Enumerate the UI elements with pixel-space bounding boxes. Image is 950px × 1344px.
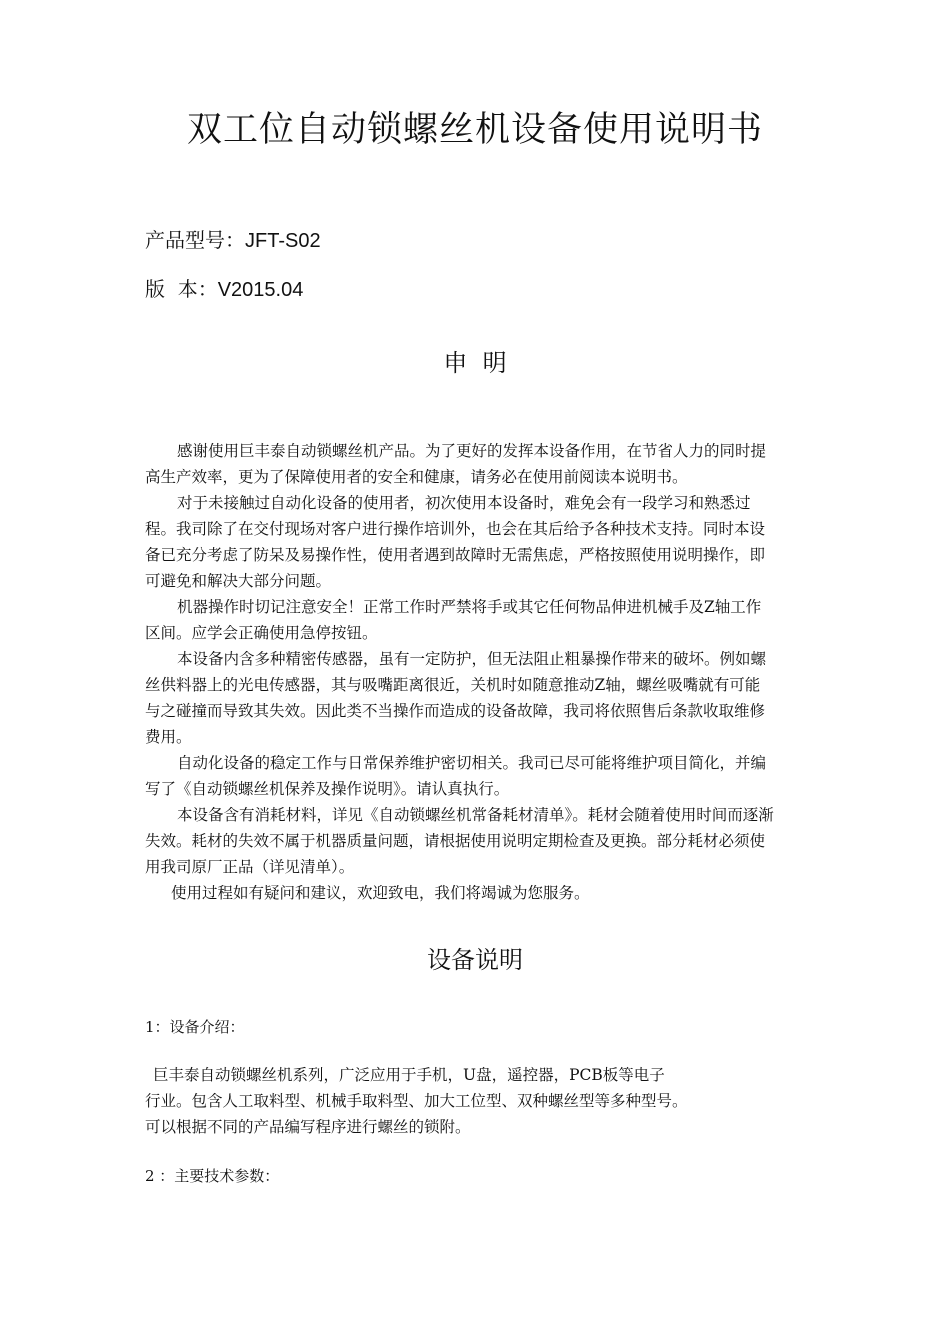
declaration-paragraph: 使用过程如有疑问和建议，欢迎致电，我们将竭诚为您服务。 — [171, 884, 590, 902]
declaration-paragraph: 机器操作时切记注意安全！正常工作时严禁将手或其它任何物品伸进机械手及Z轴工作区间。应学会正确使用急停按钮。 — [145, 598, 762, 642]
section-1-line: 行业。包含人工取料型、机械手取料型、加大工位型、双种螺丝型等多种型号。 — [145, 1092, 688, 1110]
document-title: 双工位自动锁螺丝机设备使用说明书 — [186, 110, 763, 150]
section-1-body — [145, 1062, 775, 1140]
section-2-title: 2 ：主要技术参数： — [145, 1167, 280, 1185]
section-1-title: 1：设备介绍： — [145, 1018, 245, 1036]
declaration-paragraph: 感谢使用巨丰泰自动锁螺丝机产品。为了更好的发挥本设备作用，在节省人力的同时提高生产效率，更为了保障使用者的安全和健康，请务必在使用前阅读本说明书。 — [145, 442, 767, 486]
declaration-paragraph: 对于未接触过自动化设备的使用者，初次使用本设备时，难免会有一段学习和熟悉过程。我司除了在交付现场对客户进行操作培训外，也会在其后给予各种技术支持。同时本设备已充分考虑了防呆及易操作性，使用者遇到故障时无需焦虑，严格按照使用说明操作，即可避免和解决大部分问题。 — [145, 494, 766, 590]
section-1-line: 可以根据不同的产品编写程序进行螺丝的锁附。 — [145, 1118, 471, 1136]
declaration-paragraph: 本设备含有消耗材料，详见《自动锁螺丝机常备耗材清单》。耗材会随着使用时间而逐渐失效。耗材的失效不属于机器质量问题，请根据使用说明定期检查及更换。部分耗材必须使用我司原厂正品（详见清单）。 — [145, 806, 774, 876]
declaration-heading: 申 明 — [443, 349, 507, 377]
version-value: V2015.04 — [217, 279, 304, 301]
document-version — [145, 273, 303, 302]
section-1-line: 巨丰泰自动锁螺丝机系列，广泛应用于手机，U盘，遥控器，PCB板等电子 — [153, 1066, 665, 1084]
declaration-paragraph: 自动化设备的稳定工作与日常保养维护密切相关。我司已尽可能将维护项目简化，并编写了《自动锁螺丝机保养及操作说明》。请认真执行。 — [145, 754, 767, 798]
product-model-label: 产品型号： — [145, 228, 245, 252]
version-label: 版 本： — [145, 277, 218, 301]
declaration-body — [145, 438, 775, 906]
equipment-heading: 设备说明 — [427, 946, 523, 974]
declaration-paragraph: 本设备内含多种精密传感器，虽有一定防护，但无法阻止粗暴操作带来的破坏。例如螺丝供料器上的光电传感器，其与吸嘴距离很近，关机时如随意推动Z轴，螺丝吸嘴就有可能与之碰撞而导致其失效。因此类不当操作而造成的设备故障，我司将依照售后条款收取维修费用。 — [145, 650, 767, 746]
product-model-value: JFT-S02 — [245, 230, 321, 252]
product-model — [145, 224, 321, 253]
